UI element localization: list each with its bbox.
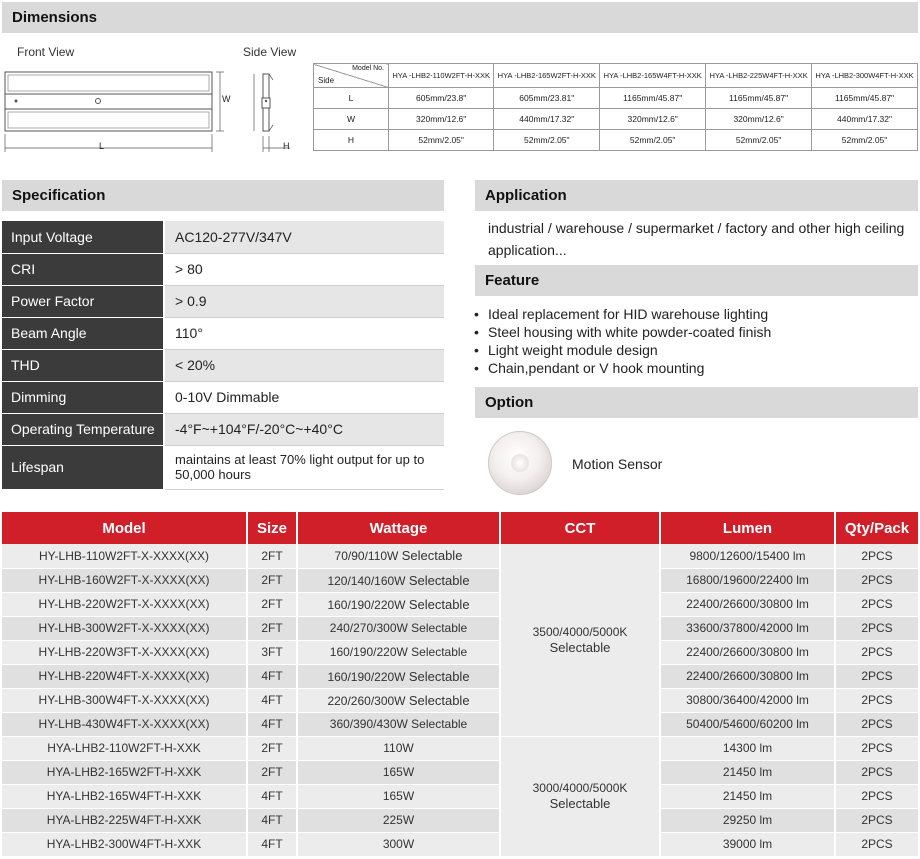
wattage-value: 120/140/160W	[327, 573, 406, 588]
wattage-value: 300W	[382, 837, 415, 851]
size-cell: 2FT	[247, 568, 297, 592]
table-row	[2, 784, 918, 808]
spec-key: Power Factor	[2, 285, 164, 317]
value-cell: 440mm/17.32"	[812, 109, 918, 130]
wattage-cell	[297, 808, 500, 832]
wattage-value: 160/190/220W	[327, 669, 406, 684]
table-row	[2, 760, 918, 784]
selectable-text: Selectable	[411, 645, 468, 659]
wattage-cell	[297, 760, 500, 784]
header-cct: CCT	[500, 512, 660, 544]
value-cell: 52mm/2.05"	[389, 130, 494, 151]
spec-key: Input Voltage	[2, 221, 164, 253]
wattage-value: 160/190/220W	[327, 597, 406, 612]
wattage-value: 110W	[383, 741, 414, 755]
spec-row	[2, 413, 444, 445]
spec-key: Dimming	[2, 381, 164, 413]
feature-title: Feature	[485, 272, 540, 289]
wattage-cell	[297, 616, 500, 640]
application-text: industrial / warehouse / supermarket / factory and other high ceiling application...	[488, 220, 905, 258]
height-label: H	[283, 141, 290, 151]
size-cell: 2FT	[247, 592, 297, 616]
lumen-cell: 21450 lm	[660, 784, 835, 808]
front-view-drawing	[0, 60, 245, 156]
wattage-cell	[297, 784, 500, 808]
spec-row	[2, 253, 444, 285]
lumen-cell: 21450 lm	[660, 760, 835, 784]
length-label: L	[99, 141, 105, 151]
side-view-drawing	[250, 60, 300, 156]
motion-sensor-image	[488, 431, 552, 495]
qty-cell: 2PCS	[835, 808, 918, 832]
dimensions-table	[313, 63, 918, 151]
list-item: • Steel housing with white powder-coated finish	[474, 323, 771, 341]
motion-sensor-label: Motion Sensor	[572, 456, 663, 472]
spec-row	[2, 317, 444, 349]
lumen-cell: 50400/54600/60200 lm	[660, 712, 835, 736]
table-row	[2, 592, 918, 616]
size-cell: 3FT	[247, 640, 297, 664]
header-wattage: Wattage	[297, 512, 500, 544]
feature-list	[474, 305, 771, 377]
value-cell: 440mm/17.32"	[494, 109, 600, 130]
spec-value: maintains at least 70% light output for up to 50,000 hours	[164, 445, 444, 489]
application-header	[475, 180, 918, 211]
value-cell: 52mm/2.05"	[812, 130, 918, 151]
application-title: Application	[485, 187, 567, 204]
dimensions-table-header	[314, 64, 918, 88]
qty-cell: 2PCS	[835, 664, 918, 688]
wattage-cell	[297, 664, 500, 688]
spec-value: 110°	[164, 317, 444, 349]
model-cell: HYA-LHB2-300W4FT-H-XXK	[2, 832, 247, 856]
model-cell: HYA-LHB2-110W2FT-H-XXK	[2, 736, 247, 760]
option-header	[475, 387, 918, 418]
lumen-cell: 16800/19600/22400 lm	[660, 568, 835, 592]
selectable-text: Selectable	[411, 621, 468, 635]
wattage-cell	[297, 544, 500, 568]
table-row	[2, 640, 918, 664]
qty-cell: 2PCS	[835, 712, 918, 736]
qty-cell: 2PCS	[835, 640, 918, 664]
list-item: • Ideal replacement for HID warehouse lighting	[474, 305, 771, 323]
corner-cell: Model No. Side	[314, 64, 389, 88]
wattage-value: 240/270/300W	[329, 621, 408, 635]
size-cell: 2FT	[247, 544, 297, 568]
qty-cell: 2PCS	[835, 760, 918, 784]
side-cell: L	[314, 88, 389, 109]
specification-header	[2, 180, 444, 211]
wattage-cell	[297, 640, 500, 664]
model-cell: HY-LHB-160W2FT-X-XXXX(XX)	[2, 568, 247, 592]
table-row	[2, 544, 918, 568]
spec-row	[2, 221, 444, 253]
lumen-cell: 9800/12600/15400 lm	[660, 544, 835, 568]
size-cell: 4FT	[247, 808, 297, 832]
spec-key: THD	[2, 349, 164, 381]
lumen-cell: 39000 lm	[660, 832, 835, 856]
model-col: HYA -LHB2-110W2FT-H-XXK	[389, 64, 494, 88]
spec-row	[2, 285, 444, 317]
side-view-label: Side View	[243, 45, 297, 59]
qty-cell: 2PCS	[835, 784, 918, 808]
spec-key: Lifespan	[2, 445, 164, 489]
spec-row	[2, 445, 444, 489]
model-cell: HY-LHB-300W4FT-X-XXXX(XX)	[2, 688, 247, 712]
model-col: HYA -LHB2-165W2FT-H-XXK	[494, 64, 600, 88]
lumen-cell: 22400/26600/30800 lm	[660, 640, 835, 664]
table-row	[314, 109, 918, 130]
wattage-cell	[297, 832, 500, 856]
selectable-text: Selectable	[408, 596, 470, 612]
table-row	[314, 88, 918, 109]
size-cell: 4FT	[247, 832, 297, 856]
qty-cell: 2PCS	[835, 616, 918, 640]
size-cell: 4FT	[247, 784, 297, 808]
cct-selectable: Selectable	[549, 639, 611, 655]
header-model: Model	[2, 512, 247, 544]
table-row	[2, 568, 918, 592]
model-table-header	[2, 512, 918, 544]
model-table	[2, 512, 918, 857]
size-cell: 2FT	[247, 760, 297, 784]
model-col: HYA -LHB2-300W4FT-H-XXK	[812, 64, 918, 88]
specification-table	[2, 221, 444, 490]
table-row	[2, 688, 918, 712]
spec-value: < 20%	[164, 349, 444, 381]
wattage-value: 165W	[382, 789, 415, 803]
size-cell: 4FT	[247, 712, 297, 736]
table-row	[2, 616, 918, 640]
qty-cell: 2PCS	[835, 544, 918, 568]
selectable-text: Selectable	[411, 717, 468, 731]
option-title: Option	[485, 394, 534, 411]
cct-cell	[500, 544, 660, 736]
wattage-cell	[297, 592, 500, 616]
spec-value: AC120-277V/347V	[164, 221, 444, 253]
spec-row	[2, 349, 444, 381]
cct-value: 3000/4000/5000K	[532, 781, 628, 795]
table-row	[2, 712, 918, 736]
side-cell: W	[314, 109, 389, 130]
qty-cell: 2PCS	[835, 832, 918, 856]
model-col: HYA -LHB2-165W4FT-H-XXK	[600, 64, 706, 88]
wattage-value: 165W	[382, 765, 415, 779]
qty-cell: 2PCS	[835, 592, 918, 616]
list-item: • Chain,pendant or V hook mounting	[474, 359, 771, 377]
table-row	[314, 130, 918, 151]
value-cell: 52mm/2.05"	[494, 130, 600, 151]
dimensions-header	[2, 2, 918, 33]
wattage-value: 225W	[382, 813, 415, 827]
value-cell: 320mm/12.6"	[389, 109, 494, 130]
wattage-value: 160/190/220W	[329, 645, 408, 659]
wattage-value: 70/90/110W	[334, 549, 399, 564]
table-row	[2, 808, 918, 832]
qty-cell: 2PCS	[835, 736, 918, 760]
value-cell: 605mm/23.8"	[389, 88, 494, 109]
table-row	[2, 832, 918, 856]
list-item: • Light weight module design	[474, 341, 771, 359]
model-cell: HYA-LHB2-165W2FT-H-XXK	[2, 760, 247, 784]
spec-key: Operating Temperature	[2, 413, 164, 445]
model-cell: HY-LHB-430W4FT-X-XXXX(XX)	[2, 712, 247, 736]
lumen-cell: 22400/26600/30800 lm	[660, 592, 835, 616]
table-row	[2, 664, 918, 688]
spec-value: 0-10V Dimmable	[164, 381, 444, 413]
model-cell: HY-LHB-110W2FT-X-XXXX(XX)	[2, 544, 247, 568]
size-cell: 2FT	[247, 736, 297, 760]
spec-row	[2, 381, 444, 413]
size-cell: 4FT	[247, 664, 297, 688]
cct-selectable: Selectable	[549, 796, 611, 811]
model-cell: HYA-LHB2-165W4FT-H-XXK	[2, 784, 247, 808]
feature-header	[475, 265, 918, 296]
spec-key: CRI	[2, 253, 164, 285]
header-lumen: Lumen	[660, 512, 835, 544]
side-cell: H	[314, 130, 389, 151]
value-cell: 605mm/23.81"	[494, 88, 600, 109]
wattage-cell	[297, 736, 500, 760]
value-cell: 1165mm/45.87"	[706, 88, 812, 109]
cct-value: 3500/4000/5000K	[532, 624, 628, 639]
wattage-cell	[297, 688, 500, 712]
size-cell: 2FT	[247, 616, 297, 640]
specification-title: Specification	[12, 187, 106, 204]
model-cell: HY-LHB-220W2FT-X-XXXX(XX)	[2, 592, 247, 616]
table-row	[2, 736, 918, 760]
value-cell: 320mm/12.6"	[706, 109, 812, 130]
front-view-label: Front View	[17, 45, 75, 59]
value-cell: 52mm/2.05"	[706, 130, 812, 151]
lumen-cell: 14300 lm	[660, 736, 835, 760]
model-cell: HYA-LHB2-225W4FT-H-XXK	[2, 808, 247, 832]
header-qty: Qty/Pack	[835, 512, 918, 544]
cct-cell	[500, 736, 660, 856]
wattage-cell	[297, 568, 500, 592]
dimensions-title: Dimensions	[12, 9, 98, 26]
value-cell: 1165mm/45.87"	[812, 88, 918, 109]
qty-cell: 2PCS	[835, 568, 918, 592]
width-label: W	[222, 94, 231, 104]
selectable-text: Selectable	[401, 548, 463, 564]
lumen-cell: 29250 lm	[660, 808, 835, 832]
value-cell: 320mm/12.6"	[600, 109, 706, 130]
wattage-value: 220/260/300W	[327, 693, 406, 708]
size-cell: 4FT	[247, 688, 297, 712]
lumen-cell: 33600/37800/42000 lm	[660, 616, 835, 640]
selectable-text: Selectable	[408, 572, 470, 588]
selectable-text: Selectable	[408, 668, 470, 684]
model-cell: HY-LHB-220W3FT-X-XXXX(XX)	[2, 640, 247, 664]
header-size: Size	[247, 512, 297, 544]
spec-key: Beam Angle	[2, 317, 164, 349]
lumen-cell: 22400/26600/30800 lm	[660, 664, 835, 688]
wattage-cell	[297, 712, 500, 736]
spec-value: > 80	[164, 253, 444, 285]
spec-value: > 0.9	[164, 285, 444, 317]
qty-cell: 2PCS	[835, 688, 918, 712]
model-col: HYA -LHB2-225W4FT-H-XXK	[706, 64, 812, 88]
lumen-cell: 30800/36400/42000 lm	[660, 688, 835, 712]
spec-value: -4°F~+104°F/-20°C~+40°C	[164, 413, 444, 445]
selectable-text: Selectable	[408, 692, 470, 708]
wattage-value: 360/390/430W	[329, 717, 408, 731]
model-cell: HY-LHB-220W4FT-X-XXXX(XX)	[2, 664, 247, 688]
model-cell: HY-LHB-300W2FT-X-XXXX(XX)	[2, 616, 247, 640]
value-cell: 52mm/2.05"	[600, 130, 706, 151]
value-cell: 1165mm/45.87"	[600, 88, 706, 109]
